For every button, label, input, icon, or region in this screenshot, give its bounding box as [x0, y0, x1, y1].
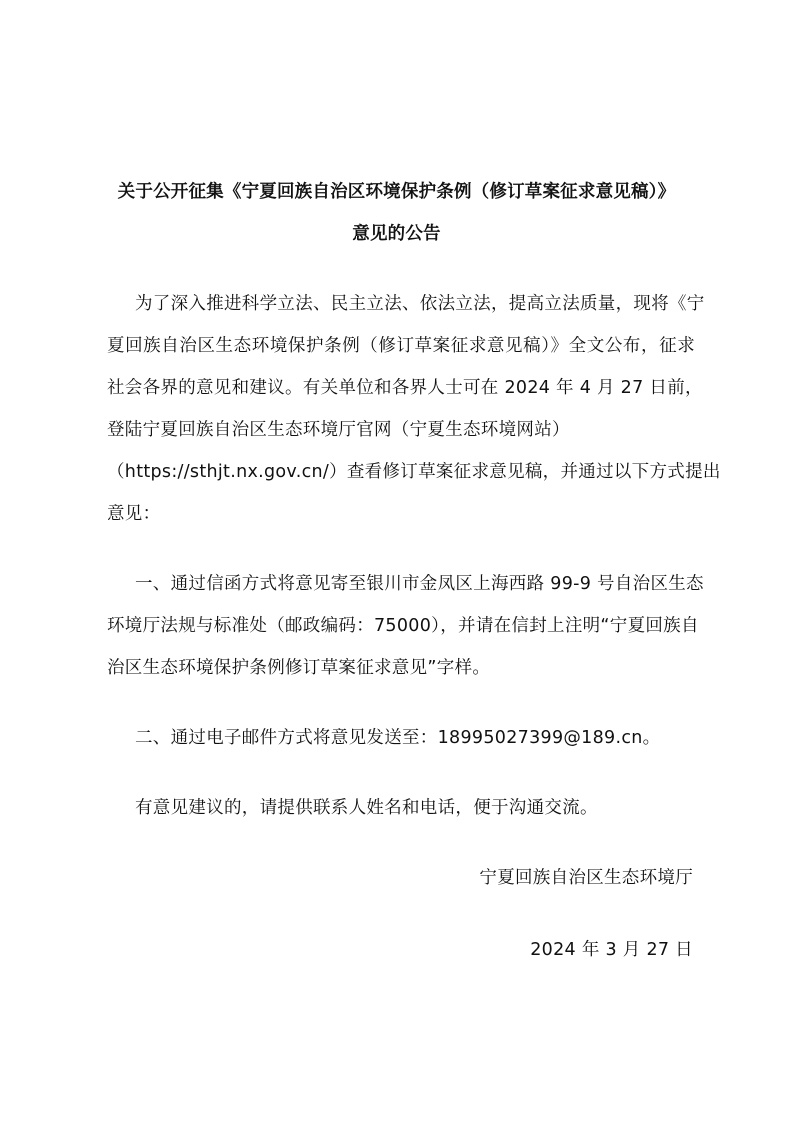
intro-line-1: 为了深入推进科学立法、民主立法、依法立法，提高立法质量，现将《宁: [135, 294, 705, 314]
signature-organization: 宁夏回族自治区生态环境厅: [479, 868, 693, 888]
item-1-line-3: 治区生态环境保护条例修订草案征求意见”字样。: [107, 658, 491, 678]
document-title-line-1: 关于公开征集《宁夏回族自治区环境保护条例（修订草案征求意见稿）》: [117, 182, 676, 202]
item-1-line-1: 一、通过信函方式将意见寄至银川市金凤区上海西路 99-9 号自治区生态: [135, 574, 704, 594]
document-title-line-2: 意见的公告: [352, 224, 441, 244]
note-text: 有意见建议的，请提供联系人姓名和电话，便于沟通交流。: [135, 798, 598, 818]
intro-line-3: 社会各界的意见和建议。有关单位和各界人士可在 2024 年 4 月 27 日前，: [107, 378, 703, 398]
signature-date: 2024 年 3 月 27 日: [530, 940, 693, 960]
intro-line-4: 登陆宁夏回族自治区生态环境厅官网（宁夏生态环境网站）: [107, 420, 570, 440]
item-2-text: 二、通过电子邮件方式将意见发送至：18995027399@189.cn。: [135, 728, 661, 748]
intro-line-2: 夏回族自治区生态环境保护条例（修订草案征求意见稿）》全文公布，征求: [107, 336, 695, 356]
intro-line-5: （https://sthjt.nx.gov.cn/）查看修订草案征求意见稿，并通过以下方式提出: [107, 462, 721, 482]
item-1-line-2: 环境厅法规与标准处（邮政编码：75000），并请在信封上注明“宁夏回族自: [107, 616, 699, 636]
intro-line-6: 意见：: [107, 504, 161, 524]
